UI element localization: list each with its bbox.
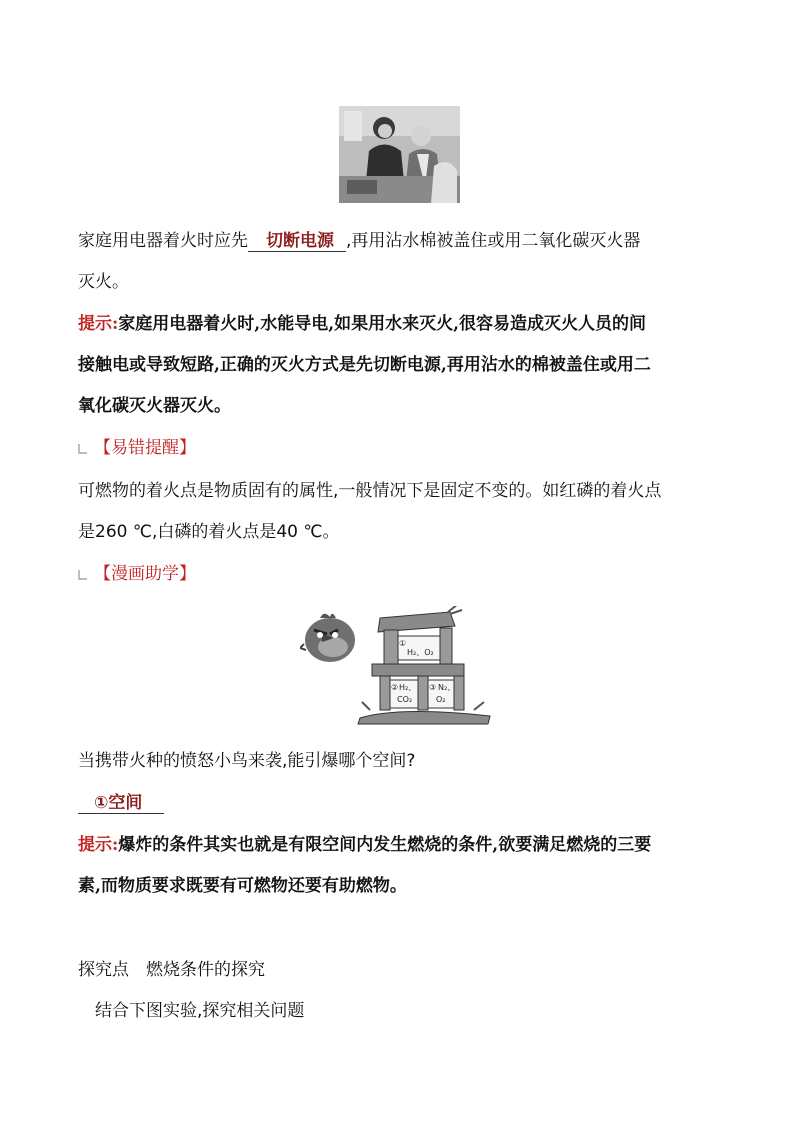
space-1-number: ① xyxy=(399,639,407,648)
hint-2-line-1 xyxy=(78,835,651,855)
hint-1-line-2: 接触电或导致短路,正确的灭火方式是先切断电源,再用沾水的棉被盖住或用二 xyxy=(78,355,651,375)
wooden-tower-icon xyxy=(358,606,490,724)
q1-answer-blank: 切断电源 xyxy=(248,232,346,252)
hint-2-line-2: 素,而物质要求既要有可燃物还要有助燃物。 xyxy=(78,876,407,896)
explore-subtitle: 结合下图实验,探究相关问题 xyxy=(95,1001,305,1021)
space-3-label-b: O₂ xyxy=(436,695,446,704)
explore-title: 探究点 燃烧条件的探究 xyxy=(78,960,265,980)
question-2: 当携带火种的愤怒小鸟来袭,能引爆哪个空间? xyxy=(78,751,416,771)
error-reminder-title: 【易错提醒】 xyxy=(94,438,196,458)
space-3-label-a: N₂、 xyxy=(438,683,456,692)
space-1-label: H₂、O₂ xyxy=(407,648,434,657)
hint-1-line-1 xyxy=(78,314,646,334)
error-reminder-line-1: 可燃物的着火点是物质固有的属性,一般情况下是固定不变的。如红磷的着火点 xyxy=(78,481,662,501)
hint-1-text: 家庭用电器着火时,水能导电,如果用水来灭火,很容易造成灭火人员的间 xyxy=(118,314,647,334)
hint-2-text: 爆炸的条件其实也就是有限空间内发生燃烧的条件,欲要满足燃烧的三要 xyxy=(118,835,652,855)
space-2-label-b: CO₂ xyxy=(397,695,413,704)
error-reminder-heading xyxy=(78,438,196,458)
hint-2-label: 提示: xyxy=(78,835,119,855)
q1-line-2: 灭火。 xyxy=(78,272,129,292)
q2-answer-line xyxy=(78,793,164,814)
bookmark-icon xyxy=(78,443,88,454)
comic-help-title: 【漫画助学】 xyxy=(94,564,196,584)
hint-1-line-3: 氧化碳灭火器灭火。 xyxy=(78,396,231,416)
bookmark-icon xyxy=(78,569,88,580)
q1-text-after: ,再用沾水棉被盖住或用二氧化碳灭火器 xyxy=(346,231,641,251)
q2-answer-blank: ①空间 xyxy=(78,794,164,814)
question-1 xyxy=(78,231,640,252)
space-3-number: ③ xyxy=(429,683,437,692)
space-2-label-a: H₂、 xyxy=(399,683,417,692)
hint-1-label: 提示: xyxy=(78,314,119,334)
angry-bird-icon xyxy=(300,614,355,662)
angry-bird-comic xyxy=(300,606,492,727)
space-2-number: ② xyxy=(391,683,399,692)
error-reminder-line-2: 是260 ℃,白磷的着火点是40 ℃。 xyxy=(78,522,340,542)
electrical-fire-photo xyxy=(339,106,460,203)
q1-text-before: 家庭用电器着火时应先 xyxy=(78,231,248,251)
comic-help-heading xyxy=(78,564,196,584)
